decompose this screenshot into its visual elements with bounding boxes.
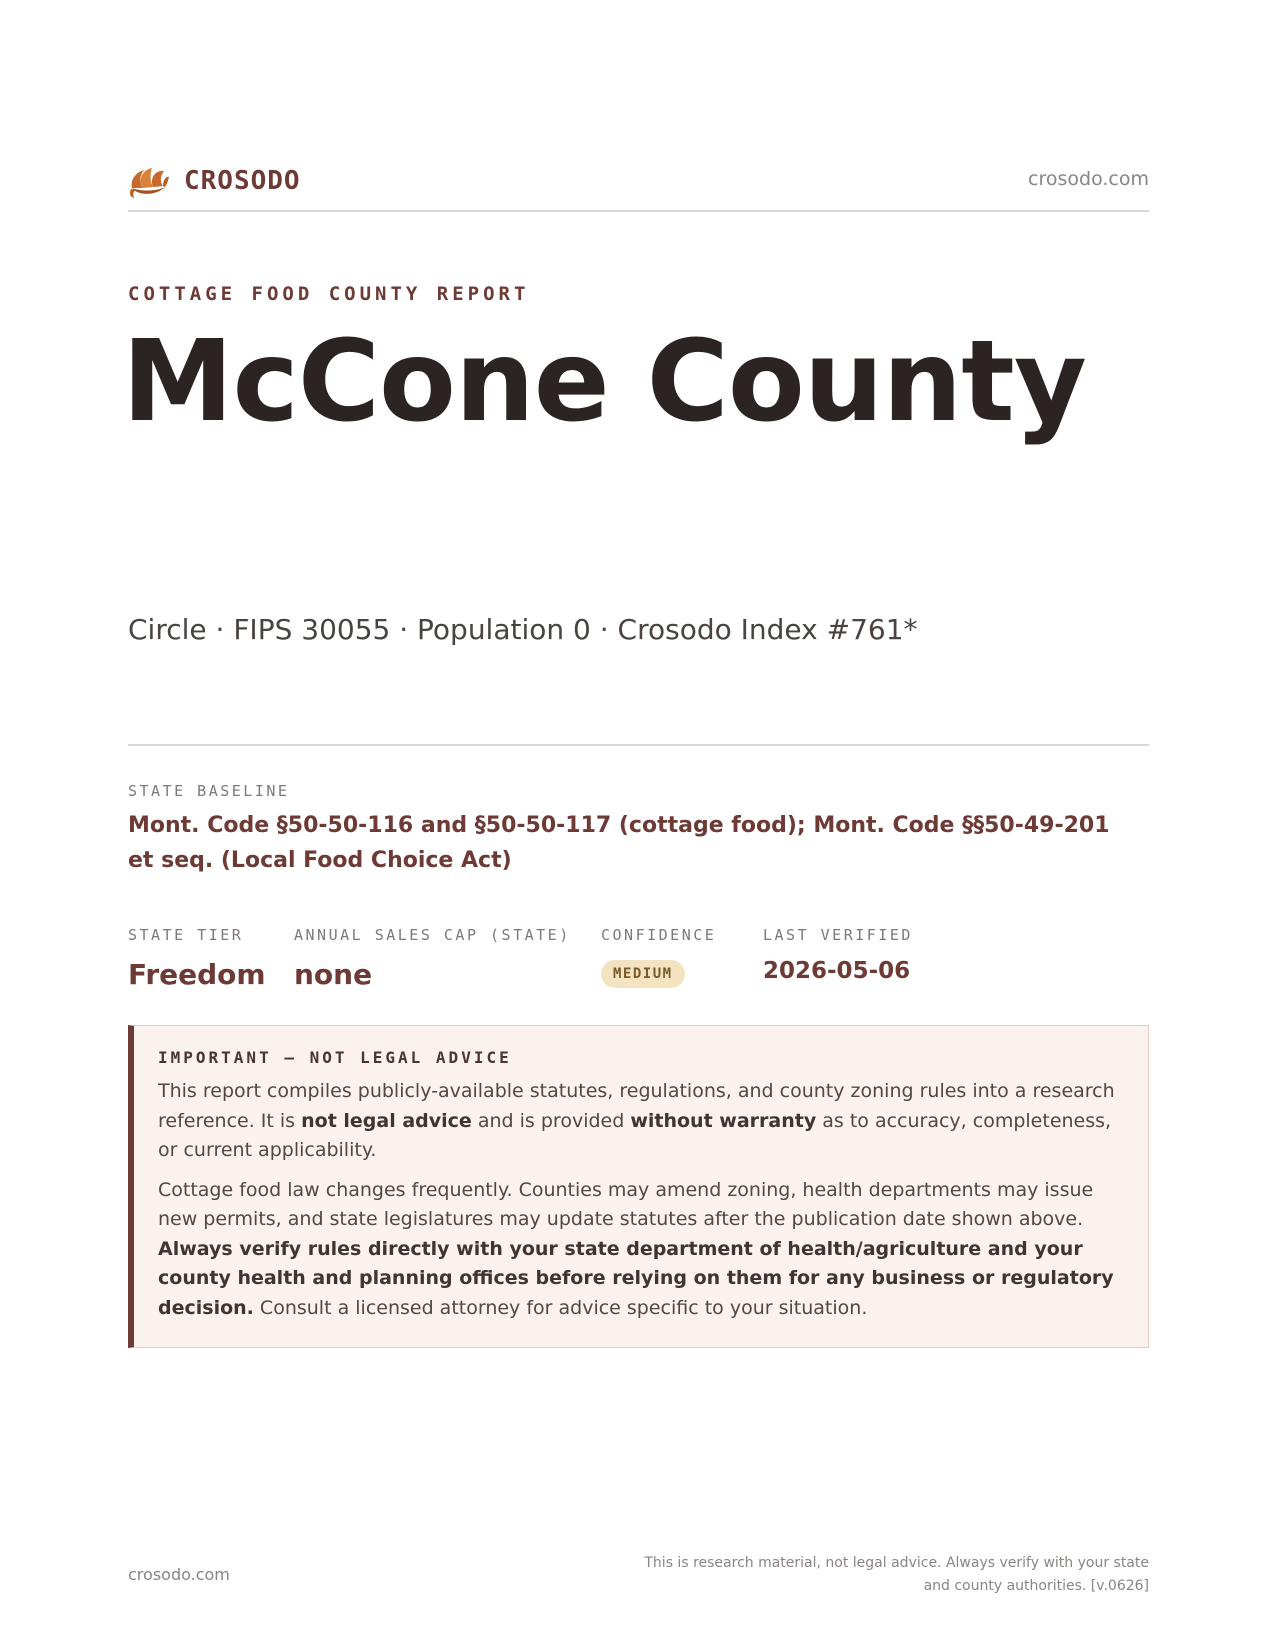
- stat-value: 2026-05-06: [763, 958, 911, 984]
- notice-text: Cottage food law changes frequently. Counties may amend zoning, health departments may issue new permits, and state legislatures may update statutes after the publication date shown above.: [158, 1178, 1094, 1230]
- confidence-badge: MEDIUM: [601, 960, 685, 988]
- report-page: [122, 0, 1149, 1650]
- notice-text: as to accuracy, completeness, or current applicability.: [158, 1109, 1112, 1161]
- stat-label: LAST VERIFIED: [763, 926, 913, 944]
- notice-emphasis: not legal advice: [301, 1109, 472, 1132]
- footer-disclaimer-line: This is research material, not legal advice. Always verify with your state: [644, 1555, 1149, 1571]
- stat-confidence: [601, 926, 716, 988]
- baseline-label: STATE BASELINE: [128, 782, 290, 800]
- stat-sales-cap: [294, 926, 571, 991]
- notice-heading: IMPORTANT — NOT LEGAL ADVICE: [158, 1048, 512, 1067]
- page-header: [128, 158, 1149, 212]
- footer-disclaimer: [629, 1552, 1149, 1598]
- site-link[interactable]: crosodo.com: [1028, 168, 1149, 190]
- legal-notice: [128, 1025, 1149, 1348]
- brand-name: CROSODO: [184, 166, 301, 196]
- stat-last-verified: [763, 926, 913, 984]
- footer-site[interactable]: crosodo.com: [128, 1565, 230, 1584]
- notice-text: Consult a licensed attorney for advice specific to your situation.: [253, 1296, 868, 1319]
- stat-label: STATE TIER: [128, 926, 244, 944]
- stat-label: ANNUAL SALES CAP (STATE): [294, 926, 571, 944]
- footer-disclaimer-line: and county authorities. [v.0626]: [923, 1578, 1149, 1594]
- notice-text: This report compiles publicly-available statutes, regulations, and county zoning rules into a research reference. It is: [158, 1080, 1115, 1132]
- notice-text: and is provided: [471, 1109, 631, 1132]
- notice-emphasis: Always verify rules directly with your state department of health/agriculture and your county health and planning offices before relying on them for any business or regulatory decision.: [158, 1237, 1114, 1319]
- notice-paragraph: [158, 1077, 1124, 1166]
- stat-value: none: [294, 958, 373, 991]
- stat-label: CONFIDENCE: [601, 926, 717, 944]
- croissant-icon: [128, 162, 170, 200]
- notice-paragraph: [158, 1176, 1124, 1324]
- brand: [128, 162, 301, 200]
- report-eyebrow: COTTAGE FOOD COUNTY REPORT: [128, 283, 530, 305]
- notice-emphasis: without warranty: [630, 1109, 817, 1132]
- page-title: McCone County: [122, 317, 1086, 447]
- county-meta: Circle · FIPS 30055 · Population 0 · Crosodo Index #761*: [128, 613, 918, 646]
- stat-state-tier: [128, 926, 266, 991]
- baseline-statutes: Mont. Code §50-50-116 and §50-50-117 (cottage food); Mont. Code §§50-49-201 et seq. (Local Food Choice Act): [128, 813, 1110, 873]
- divider: [128, 744, 1149, 746]
- stat-value: Freedom: [128, 958, 266, 991]
